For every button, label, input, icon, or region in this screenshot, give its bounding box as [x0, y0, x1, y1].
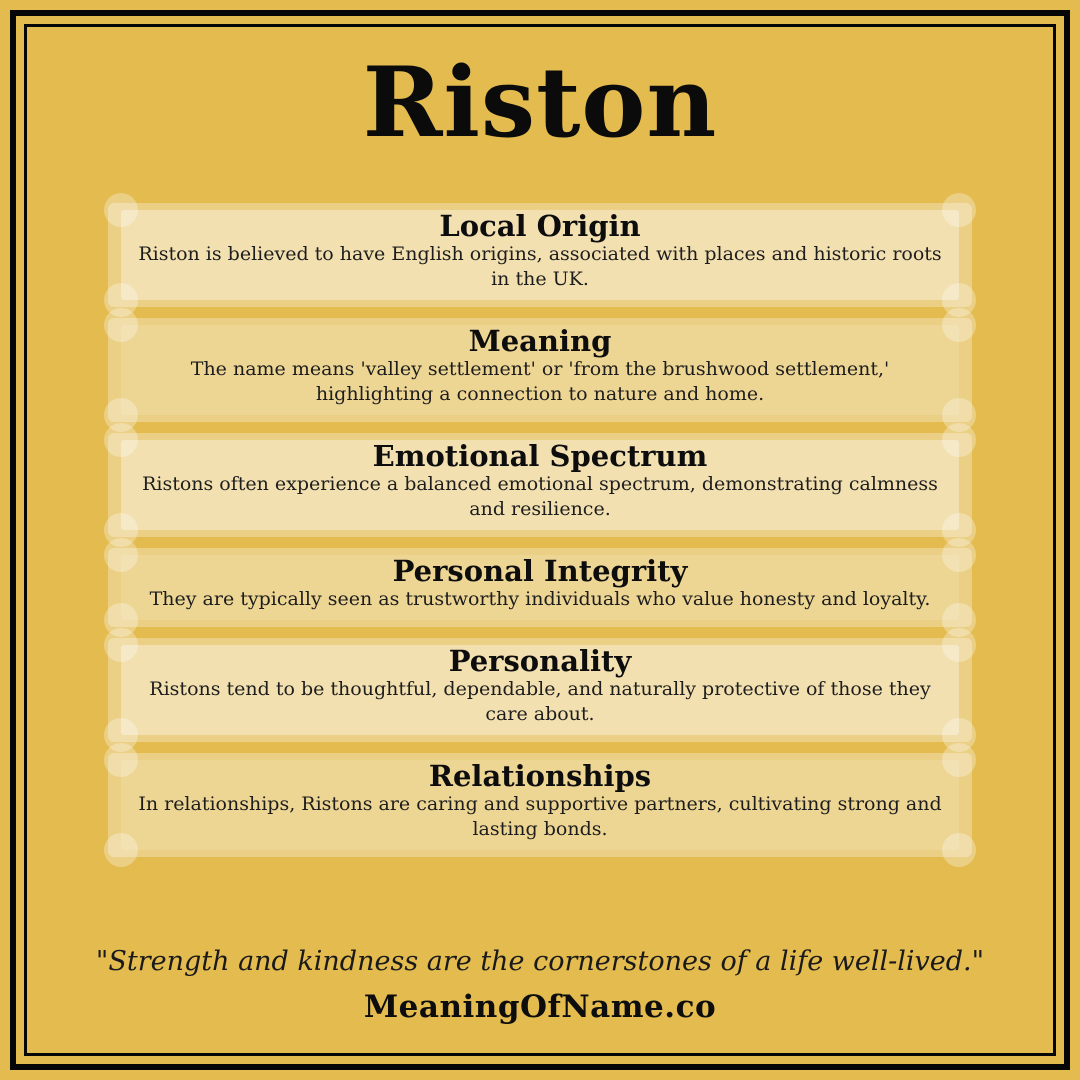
- section-card-panel: [121, 760, 959, 850]
- brand-name: MeaningOfName.co: [363, 988, 717, 1025]
- section-description: Riston is believed to have English origins, associated with places and historic roots in the UK.: [138, 242, 942, 290]
- section-card: [108, 318, 972, 422]
- section-card: [108, 548, 972, 627]
- section-card: [108, 203, 972, 307]
- section-description: Ristons tend to be thoughtful, dependable, and naturally protective of those they care about.: [149, 677, 931, 725]
- section-card: [108, 638, 972, 742]
- section-heading: Emotional Spectrum: [372, 438, 708, 473]
- footer-quote: "Strength and kindness are the cornerstones of a life well-lived.": [95, 945, 985, 977]
- section-card-panel: [121, 210, 959, 300]
- section-card: [108, 753, 972, 857]
- section-card-list: [108, 203, 972, 868]
- section-heading: Meaning: [468, 323, 612, 358]
- section-description: Ristons often experience a balanced emotional spectrum, demonstrating calmness and resilience.: [142, 472, 938, 520]
- section-description: They are typically seen as trustworthy individuals who value honesty and loyalty.: [149, 587, 931, 610]
- section-description: The name means 'valley settlement' or 'from the brushwood settlement,' highlighting a connection to nature and home.: [190, 357, 890, 405]
- section-heading: Personal Integrity: [392, 553, 688, 588]
- section-card-panel: [121, 645, 959, 735]
- section-card-panel: [121, 555, 959, 620]
- name-title: Riston: [362, 46, 718, 159]
- section-heading: Relationships: [428, 758, 652, 793]
- poster-content: [27, 27, 1053, 1053]
- section-card-panel: [121, 440, 959, 530]
- section-heading: Local Origin: [439, 208, 641, 243]
- section-card: [108, 433, 972, 537]
- section-heading: Personality: [448, 643, 632, 678]
- section-card-panel: [121, 325, 959, 415]
- section-description: In relationships, Ristons are caring and supportive partners, cultivating strong and lasting bonds.: [138, 792, 942, 840]
